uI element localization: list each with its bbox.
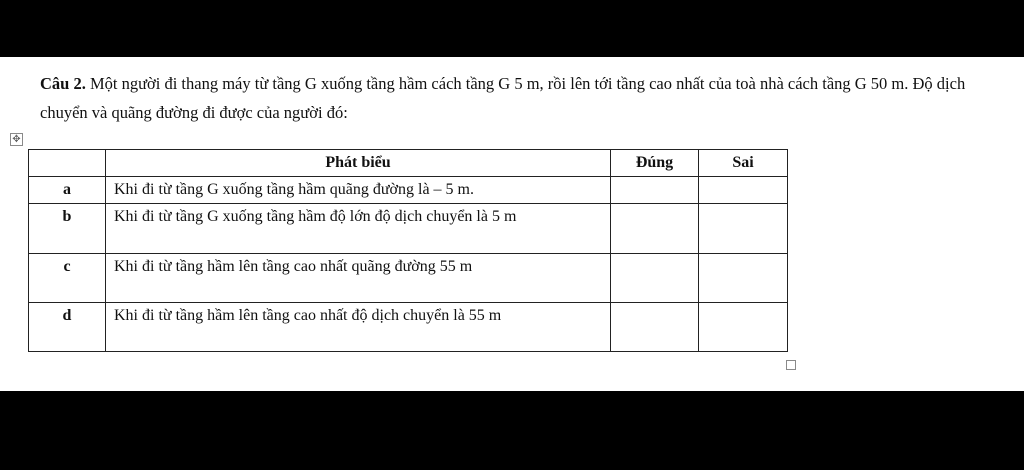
header-statement: Phát biểu [106,150,611,177]
document-page [0,57,1024,391]
row-statement[interactable]: Khi đi từ tầng hầm lên tầng cao nhất quãng đường 55 m [106,254,611,303]
question-text [40,69,1000,127]
true-cell[interactable] [611,303,699,352]
row-statement[interactable]: Khi đi từ tầng hầm lên tầng cao nhất độ dịch chuyển là 55 m [106,303,611,352]
table-row [29,303,788,352]
table-row [29,254,788,303]
table-row [29,177,788,204]
table-row [29,204,788,254]
true-cell[interactable] [611,254,699,303]
header-true: Đúng [611,150,699,177]
row-letter: a [29,177,106,204]
question-body: Một người đi thang máy từ tầng G xuống tầng hầm cách tầng G 5 m, rồi lên tới tầng cao nhất của toà nhà cách tầng G 50 m. Độ dịch chuyển và quãng đường đi được của người đó: [40,74,966,122]
header-letter [29,150,106,177]
move-arrows-icon[interactable]: ✥ [10,133,23,146]
true-cell[interactable] [611,204,699,254]
true-cell[interactable] [611,177,699,204]
resize-square-icon[interactable] [786,360,796,370]
row-letter: d [29,303,106,352]
row-letter: c [29,254,106,303]
false-cell[interactable] [699,254,788,303]
false-cell[interactable] [699,303,788,352]
statements-table [28,149,788,352]
header-false: Sai [699,150,788,177]
row-letter: b [29,204,106,254]
false-cell[interactable] [699,204,788,254]
question-number: Câu 2. [40,74,86,93]
row-statement[interactable]: Khi đi từ tầng G xuống tầng hầm quãng đường là – 5 m. [106,177,611,204]
table-header-row [29,150,788,177]
row-statement[interactable]: Khi đi từ tầng G xuống tầng hầm độ lớn độ dịch chuyển là 5 m [106,204,611,254]
false-cell[interactable] [699,177,788,204]
